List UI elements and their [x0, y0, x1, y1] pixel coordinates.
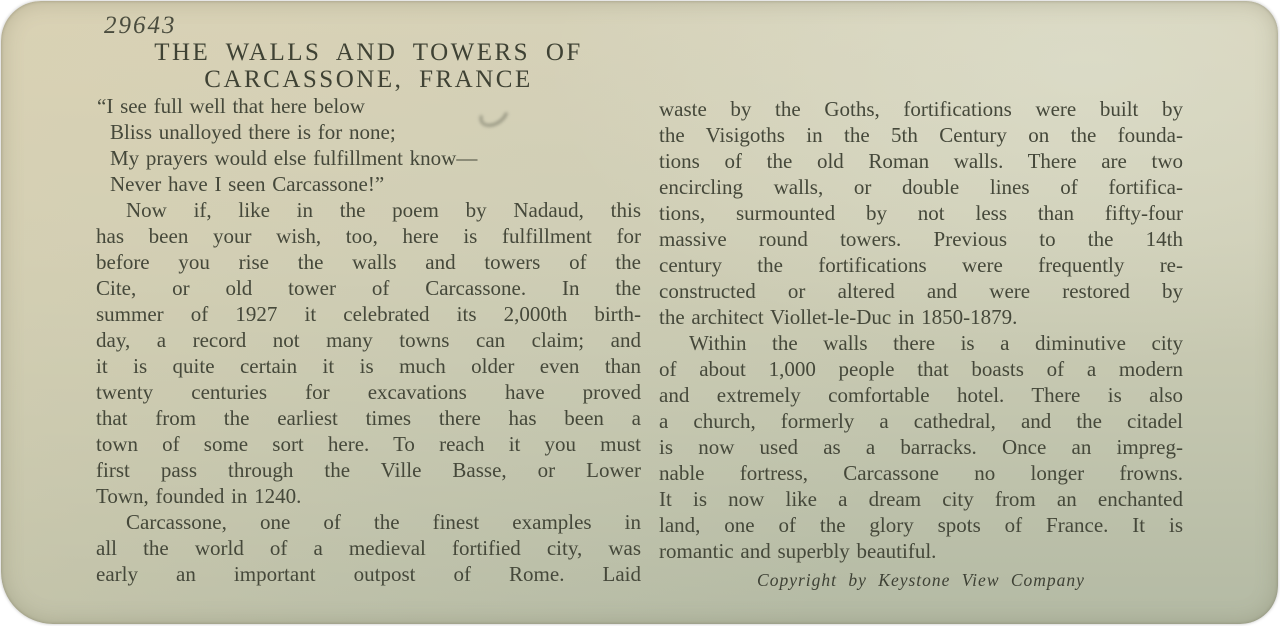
text-line: tions of the old Roman walls. There are two — [659, 149, 1183, 173]
left-column-text — [96, 93, 641, 587]
text-line: waste by the Goths, fortifications were built by — [659, 97, 1183, 121]
text-line: land, one of the glory spots of France. It is — [659, 513, 1183, 537]
text-line: it is quite certain it is much older even than — [96, 354, 641, 378]
text-line: My prayers would else fulfillment know— — [110, 146, 478, 170]
text-line: Town, founded in 1240. — [96, 484, 302, 508]
left-column — [96, 13, 641, 587]
text-line: has been your wish, too, here is fulfillment for — [96, 224, 641, 248]
paragraph — [96, 509, 641, 587]
text-line: Within the walls there is a diminutive city — [689, 331, 1183, 355]
text-line: Never have I seen Carcassone!” — [110, 172, 385, 196]
card-title-line-2: CARCASSONE, FRANCE — [204, 66, 533, 93]
text-line: tions, surmounted by not less than fifty-four — [659, 201, 1183, 225]
text-line: the Visigoths in the 5th Century on the founda- — [659, 123, 1183, 147]
text-line: Cite, or old tower of Carcassone. In the — [96, 276, 641, 300]
text-line: “I see full well that here below — [97, 94, 365, 118]
text-line: romantic and superbly beautiful. — [659, 539, 937, 563]
right-column-text — [659, 96, 1183, 564]
text-line: Carcassone, one of the finest examples in — [126, 510, 641, 534]
text-line: Now if, like in the poem by Nadaud, this — [126, 198, 641, 222]
text-line: first pass through the Ville Basse, or Lower — [96, 458, 641, 482]
text-line: century the fortifications were frequently re- — [659, 253, 1183, 277]
text-line: day, a record not many towns can claim; and — [96, 328, 641, 352]
text-line: constructed or altered and were restored by — [659, 279, 1183, 303]
card-title-line-1: THE WALLS AND TOWERS OF — [154, 39, 583, 66]
text-line: summer of 1927 it celebrated its 2,000th birth- — [96, 302, 641, 326]
text-line: encircling walls, or double lines of fortifica- — [659, 175, 1183, 199]
text-line: the architect Viollet-le-Duc in 1850-1879. — [659, 305, 1018, 329]
paragraph — [96, 197, 641, 509]
text-line: of about 1,000 people that boasts of a modern — [659, 357, 1183, 381]
text-line: a church, formerly a cathedral, and the citadel — [659, 409, 1183, 433]
poem — [96, 93, 641, 197]
text-line: all the world of a medieval fortified city, was — [96, 536, 641, 560]
text-line: nable fortress, Carcassone no longer frowns. — [659, 461, 1183, 485]
paragraph — [659, 330, 1183, 564]
text-line: is now used as a barracks. Once an impreg- — [659, 435, 1183, 459]
text-line: that from the earliest times there has been a — [96, 406, 641, 430]
text-line: It is now like a dream city from an enchanted — [659, 487, 1183, 511]
text-line: early an important outpost of Rome. Laid — [96, 562, 641, 586]
text-line: and extremely comfortable hotel. There is also — [659, 383, 1183, 407]
right-column — [659, 96, 1183, 592]
text-line: Bliss unalloyed there is for none; — [110, 120, 396, 144]
text-line: twenty centuries for excavations have proved — [96, 380, 641, 404]
stereograph-card-back — [1, 1, 1278, 624]
card-number: 29643 — [104, 12, 177, 39]
text-line: massive round towers. Previous to the 14th — [659, 227, 1183, 251]
text-line: before you rise the walls and towers of the — [96, 250, 641, 274]
text-line: town of some sort here. To reach it you must — [96, 432, 641, 456]
copyright-notice: Copyright by Keystone View Company — [757, 570, 1085, 590]
paragraph — [659, 96, 1183, 330]
